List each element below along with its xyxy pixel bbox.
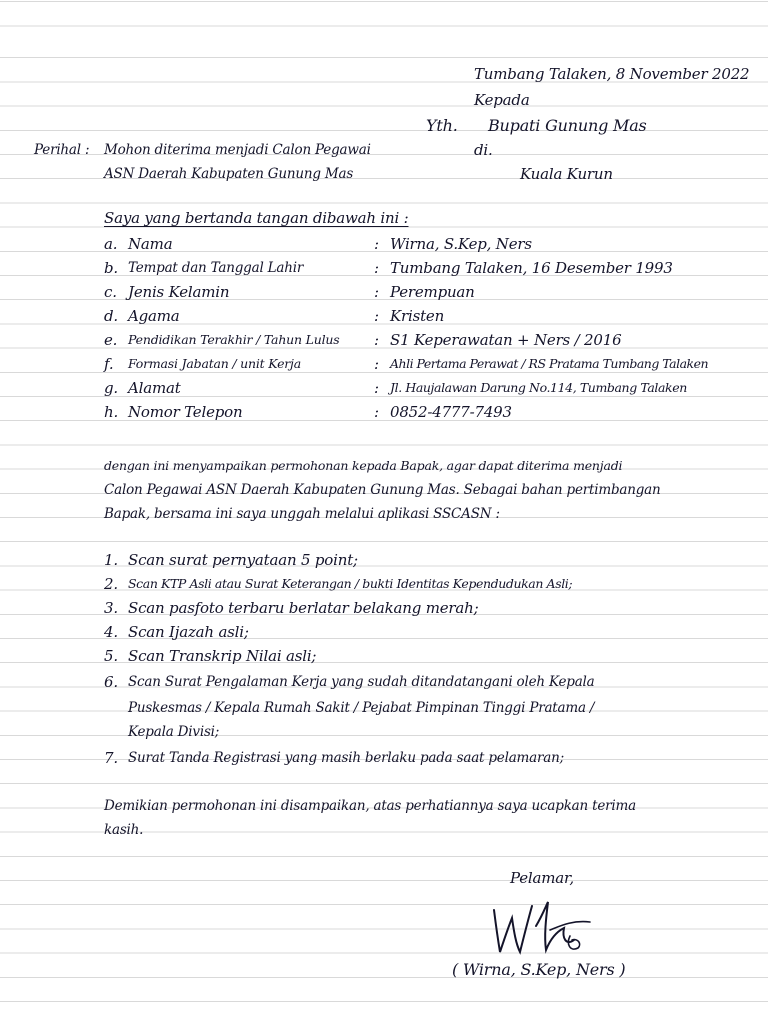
field-colon: : [374,403,379,421]
list-item: Scan Ijazah asli; [128,623,249,641]
field-letter: c. [104,283,117,301]
list-item-continuation: Kepala Divisi; [128,724,220,740]
place-date: Tumbang Talaken, 8 November 2022 [474,65,750,83]
field-letter: d. [104,307,118,325]
field-letter: f. [104,355,114,373]
signature-name: ( Wirna, S.Kep, Ners ) [452,960,626,979]
recipient-name: Bupati Gunung Mas [488,116,647,135]
subject-line-1: Mohon diterima menjadi Calon Pegawai [104,142,371,158]
field-colon: : [374,283,379,301]
field-label: Jenis Kelamin [128,283,230,301]
to-label: Kepada [474,91,530,109]
field-label: Alamat [128,379,181,397]
list-item-number: 2. [104,575,118,593]
field-label: Formasi Jabatan / unit Kerja [128,356,301,371]
field-colon: : [374,379,379,397]
subject-line-2: ASN Daerah Kabupaten Gunung Mas [104,166,354,182]
list-item-continuation: Puskesmas / Kepala Rumah Sakit / Pejabat Pimpinan Tinggi Pratama / [128,700,595,716]
field-colon: : [374,307,379,325]
recipient-city: Kuala Kurun [520,165,613,183]
intro-line: Saya yang bertanda tangan dibawah ini : [104,209,409,227]
list-item: Surat Tanda Registrasi yang masih berlaku pada saat pelamaran; [128,750,564,766]
field-colon: : [374,259,379,277]
field-label: Tempat dan Tanggal Lahir [128,260,304,276]
list-item: Scan KTP Asli atau Surat Keterangan / bukti Identitas Kependudukan Asli; [128,576,573,591]
list-item: Scan surat pernyataan 5 point; [128,551,358,569]
closing-line: kasih. [104,822,144,838]
list-item-number: 5. [104,647,118,665]
body-line: Calon Pegawai ASN Daerah Kabupaten Gunung Mas. Sebagai bahan pertimbangan [104,482,661,498]
list-item: Scan Surat Pengalaman Kerja yang sudah ditandatangani oleh Kepala [128,674,595,690]
body-line: Bapak, bersama ini saya unggah melalui aplikasi SSCASN : [104,506,500,522]
field-value: Tumbang Talaken, 16 Desember 1993 [390,259,673,277]
field-letter: b. [104,259,118,277]
field-value: 0852-4777-7493 [390,403,512,421]
field-colon: : [374,235,379,253]
recipient-prefix: Yth. [426,116,458,135]
field-letter: e. [104,331,118,349]
field-label: Pendidikan Terakhir / Tahun Lulus [128,332,340,347]
field-value: S1 Keperawatan + Ners / 2016 [390,331,622,349]
at-label: di. [474,141,493,159]
field-letter: g. [104,379,118,397]
field-value: Wirna, S.Kep, Ners [390,235,532,253]
field-label: Nama [128,235,173,253]
field-colon: : [374,355,379,373]
field-value: Jl. Haujalawan Darung No.114, Tumbang Talaken [390,380,687,395]
applicant-label: Pelamar, [510,869,574,887]
field-colon: : [374,331,379,349]
field-letter: h. [104,403,119,421]
handwritten-signature [486,896,596,960]
field-label: Agama [128,307,180,325]
closing-line: Demikian permohonan ini disampaikan, atas perhatiannya saya ucapkan terima [104,798,636,814]
list-item-number: 4. [104,623,118,641]
field-value: Perempuan [390,283,475,301]
list-item: Scan pasfoto terbaru berlatar belakang merah; [128,599,479,617]
field-letter: a. [104,235,118,253]
subject-label: Perihal : [34,142,90,158]
list-item-number: 6. [104,673,118,691]
list-item-number: 1. [104,551,118,569]
list-item: Scan Transkrip Nilai asli; [128,647,317,665]
field-value: Kristen [390,307,445,325]
body-line: dengan ini menyampaikan permohonan kepada Bapak, agar dapat diterima menjadi [104,458,623,473]
field-value: Ahli Pertama Perawat / RS Pratama Tumbang Talaken [390,356,709,371]
list-item-number: 3. [104,599,118,617]
list-item-number: 7. [104,749,118,767]
field-label: Nomor Telepon [128,403,243,421]
